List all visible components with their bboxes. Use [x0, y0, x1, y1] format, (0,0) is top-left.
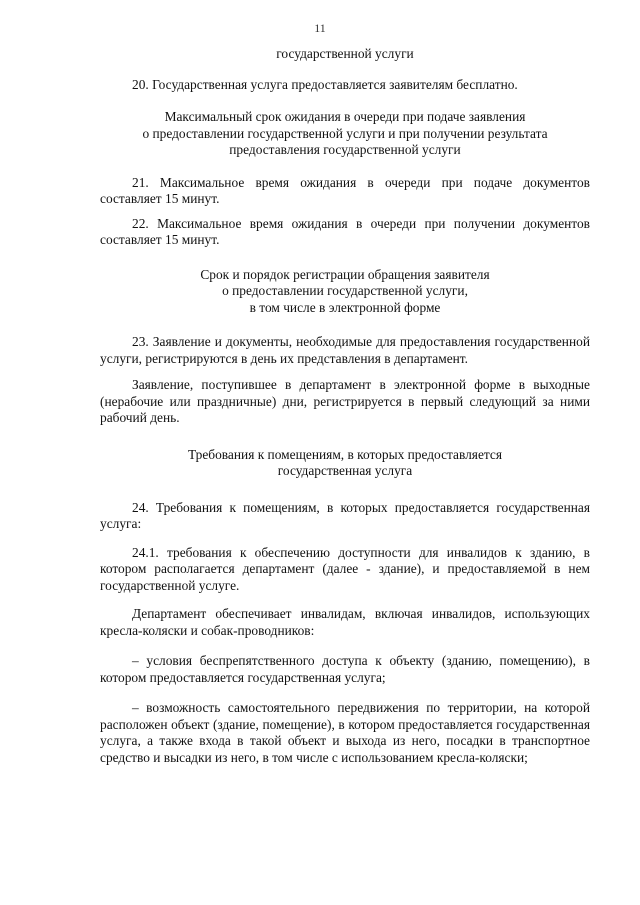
heading-line: Максимальный срок ожидания в очереди при подаче заявления [164, 109, 526, 124]
heading-line: в том числе в электронной форме [249, 299, 441, 315]
heading-continuation: государственной услуги [276, 46, 414, 61]
section-heading-registration [100, 267, 590, 317]
paragraph-21: 21. Максимальное время ожидания в очереди при подаче документов составляет 15 минут. [100, 174, 590, 206]
paragraph-23-continuation: Заявление, поступившее в департамент в электронной форме в выходные (нерабочие или праздничные) дни, регистрируется в первый следующий за ними рабочий день. [100, 377, 590, 425]
paragraph-22: 22. Максимальное время ожидания в очереди при получении документов составляет 15 минут. [100, 215, 590, 247]
heading-line: государственная услуга [277, 463, 413, 478]
paragraph-24-1: 24.1. требования к обеспечению доступности для инвалидов к зданию, в котором располагается департамент (далее - здание), и предоставляемой в нем государственной услуге. [100, 544, 590, 593]
bullet-item: – условия беспрепятственного доступа к объекту (зданию, помещению), в котором предоставляется государственная услуга; [100, 653, 590, 685]
heading-line: Требования к помещениям, в которых предоставляется [187, 446, 503, 462]
heading-line: Срок и порядок регистрации обращения заявителя [200, 266, 490, 282]
bullet-item: – возможность самостоятельного передвижения по территории, на которой расположен объект (здание, помещение), в котором предоставляется государственная услуга, а также входа в такой объект и выхода из него, посадки в транспортное средство и высадки из него, в том числе с использованием кресла-коляски; [100, 700, 590, 765]
page-content [100, 46, 590, 766]
heading-line: предоставления государственной услуги [229, 142, 461, 157]
paragraph-20: 20. Государственная услуга предоставляется заявителям бесплатно. [132, 76, 518, 92]
page-number: 11 [314, 21, 326, 35]
paragraph-department: Департамент обеспечивает инвалидам, включая инвалидов, использующих кресла-коляски и собак-проводников: [100, 606, 590, 638]
heading-line: о предоставлении государственной услуги, [222, 283, 468, 298]
heading-line: о предоставлении государственной услуги и при получении результата [142, 125, 548, 141]
paragraph-24: 24. Требования к помещениям, в которых предоставляется государственная услуга: [100, 499, 590, 531]
section-heading-queue [100, 109, 590, 159]
section-heading-premises [100, 447, 590, 480]
paragraph-23: 23. Заявление и документы, необходимые для предоставления государственной услуги, регистрируются в день их представления в департамент. [100, 334, 590, 366]
